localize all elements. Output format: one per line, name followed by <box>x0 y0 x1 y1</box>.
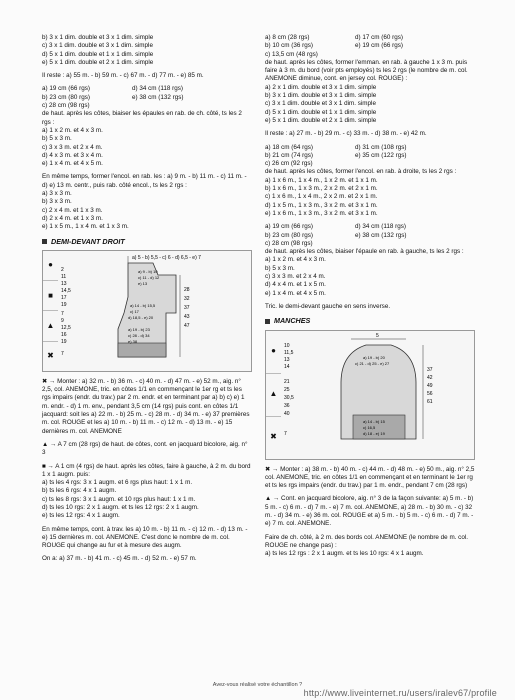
paragraph: En même temps, former l'encol. en rab. les : a) 9 m. - b) 11 m. - c) 11 m. - d) e) 13 m. centr., puis rab. côté encol., ts les 2 rgs : <box>42 173 247 189</box>
text-line: b) 3 x 1 dim. double et 3 x 1 dim. simple <box>42 34 154 41</box>
svg-text:d) 18,5 - e) 20: d) 18,5 - e) 20 <box>128 314 154 320</box>
square-bullet-icon <box>42 239 47 244</box>
page-footer: Avez-vous réalisé votre échantillon ? <box>212 682 303 688</box>
cross-icon: ✖ <box>270 432 277 442</box>
size-cell: c) 26 cm (92 rgs) <box>265 160 313 168</box>
list-item: c) ts les 8 rgs: 3 x 1 augm. et 10 rgs plus haut: 1 x 1 m. <box>42 495 196 503</box>
size-cell: a) 19 cm (66 rgs) <box>265 223 313 231</box>
size-cell <box>132 102 232 110</box>
size-cell: d) 31 cm (108 rgs) <box>355 143 407 151</box>
size-cell <box>355 160 455 168</box>
paragraph: de haut. après les côtes, biaiser l'épaule en rab. à gauche, ts les 2 rgs : <box>265 248 464 256</box>
list-item: b) 1 x 6 m., 1 x 3 m., 2 x 2 m. et 2 x 1 m. <box>265 185 378 193</box>
svg-text:16: 16 <box>61 331 67 338</box>
paragraph: Faire de ch. côté, à 2 m. des bords col. ANEMONE (le nombre de m. col. ROUGE ne change pas) : <box>265 533 468 549</box>
size-cell: b) 10 cm (36 rgs) <box>265 42 313 50</box>
svg-text:c) 21 - d) 25 - e) 27: c) 21 - d) 25 - e) 27 <box>355 360 390 366</box>
list-item: b) 3 x 1 dim. double et 3 x 1 dim. simple <box>265 92 377 100</box>
cross-icon: ✖ <box>47 351 54 361</box>
text-line: e) 5 x 1 dim. double et 2 x 1 dim. simple <box>42 58 154 66</box>
svg-text:21: 21 <box>284 378 290 385</box>
svg-text:c) 17: c) 17 <box>130 308 139 314</box>
size-cell: e) 35 cm (122 rgs) <box>355 151 407 159</box>
size-cell: d) 34 cm (118 rgs) <box>132 85 183 93</box>
paragraph: a) ts les 12 rgs : 2 x 1 augm. et ts les 10 rgs: 4 x 1 augm. <box>265 550 424 558</box>
size-table <box>265 223 475 248</box>
diagram-label: a) 5 - b) 5,5 - c) 6 - d) 6,5 - e) 7 <box>132 254 201 261</box>
size-cell: b) 23 cm (80 rgs) <box>42 93 90 101</box>
svg-text:2: 2 <box>61 266 64 273</box>
svg-text:36: 36 <box>284 402 290 409</box>
size-cell: b) 21 cm (74 rgs) <box>265 151 313 159</box>
size-cell: d) 17 cm (60 rgs) <box>355 34 403 41</box>
svg-text:a) 9 - b) 10: a) 9 - b) 10 <box>138 268 158 274</box>
list-item: d) 4 x 3 m. et 3 x 4 m. <box>42 151 103 159</box>
list-item: c) 3 x 1 dim. double et 3 x 1 dim. simple <box>265 100 376 108</box>
list-item: c) 3 x 3 m. et 2 x 4 m. <box>265 273 326 281</box>
size-cell: a) 8 cm (28 rgs) <box>265 34 310 41</box>
list-item: a) ts les 4 rgs: 3 x 1 augm. et 6 rgs plus haut: 1 x 1 m. <box>42 479 193 487</box>
svg-text:17: 17 <box>61 294 67 301</box>
svg-text:11: 11 <box>61 273 67 280</box>
svg-text:a) 14 - b) 15: a) 14 - b) 15 <box>363 418 385 424</box>
paragraph: En même temps, cont. à trav. les a) 10 m. - b) 11 m. - c) 12 m. - d) 13 m. - e) 15 dernières m. col. ANEMONE. C'est donc le nombre de m. col. ROUGE qui change au fur et à mesure des augm. <box>42 525 248 550</box>
list-item: a) 2 x 1 dim. double et 3 x 1 dim. simple <box>265 83 377 91</box>
size-cell: b) 23 cm (80 rgs) <box>265 231 313 239</box>
svg-text:e) 13: e) 13 <box>138 280 148 286</box>
svg-text:14,5: 14,5 <box>61 287 71 294</box>
svg-text:c) 16,5: c) 16,5 <box>363 424 376 430</box>
list-item: d) ts les 10 rgs: 2 x 1 augm. et ts les 12 rgs: 2 x 1 augm. <box>42 503 199 511</box>
svg-text:d) 18 - e) 19: d) 18 - e) 19 <box>363 430 385 436</box>
size-cell: e) 38 cm (132 rgs) <box>132 93 184 101</box>
paragraph: ✖ → Monter : a) 38 m. - b) 40 m. - c) 44 m. - d) 48 m. - e) 50 m., aig. n° 2,5 col. ANEMONE, tric. en côtes 1/1 en commençant et en terminant le 1er rg et ts les rgs impairs (endr. du trav.) par 1 m. endr., pendant 7 cm (28 rgs) <box>265 465 475 490</box>
svg-text:c) 28 - d) 34: c) 28 - d) 34 <box>128 332 150 338</box>
text-line: c) 3 x 1 dim. double et 3 x 1 dim. simple <box>42 42 153 50</box>
size-cell <box>355 51 455 59</box>
paragraph: de haut. après les côtes, biaiser les épaules en rab. de ch. côté, ts les 2 rgs : <box>42 110 242 126</box>
size-cell: a) 19 cm (66 rgs) <box>42 85 90 93</box>
size-table <box>42 85 252 110</box>
list-item: e) 1 x 4 m. et 4 x 5 m. <box>42 160 103 168</box>
size-cell: a) 18 cm (64 rgs) <box>265 143 313 151</box>
size-table <box>265 144 475 169</box>
paragraph: ▲ → Cont. en jacquard bicolore, aig. n° 3 de la façon suivante: a) 5 m. - b) 5 m. - c) 6 m. - d) 7 m. - e) 7 m. col. ANEMONE, a) 28 m. - b) 30 m. - c) 32 m. - d) 34 m. - e) 36 m. col. ROUGE et a) 5 m. - b) 5 m. - c) 6 m. - d) 7 m. - e) 7 m. col. ANEMONE. <box>265 495 474 528</box>
svg-text:19: 19 <box>61 301 67 308</box>
svg-text:13: 13 <box>284 356 290 363</box>
list-item: a) 1 x 2 m. et 4 x 3 m. <box>265 256 326 264</box>
watermark-url[interactable]: http://www.liveinternet.ru/users/iralev67/profile <box>303 688 497 698</box>
list-item: a) 1 x 2 m. et 4 x 3 m. <box>42 126 103 134</box>
svg-text:11,5: 11,5 <box>284 349 294 356</box>
svg-text:e) 38: e) 38 <box>128 338 138 344</box>
svg-text:30,5: 30,5 <box>284 394 294 401</box>
symbol-column <box>43 251 58 371</box>
list-item: c) 3 x 3 m. et 2 x 4 m. <box>42 143 103 151</box>
list-item: e) 1 x 6 m., 1 x 3 m., 3 x 2 m. et 3 x 1 m. <box>265 209 378 217</box>
size-cell: c) 28 cm (98 rgs) <box>265 239 313 247</box>
list-item: c) 1 x 6 m., 1 x 4 m., 2 x 2 m. et 2 x 1 m. <box>265 193 378 201</box>
circle-icon: ● <box>266 331 281 374</box>
list-item: c) 2 x 4 m. et 1 x 3 m. <box>42 206 103 214</box>
front-diagram <box>42 250 252 372</box>
svg-text:40: 40 <box>284 410 290 417</box>
list-item: d) 2 x 4 m. et 1 x 3 m. <box>42 214 103 222</box>
list-item: d) 5 x 1 dim. double et 1 x 1 dim. simple <box>265 108 377 116</box>
front-schematic <box>58 251 253 371</box>
list-item: b) ts les 6 rgs: 4 x 1 augm. <box>42 487 117 495</box>
svg-text:49: 49 <box>427 382 433 389</box>
svg-text:43: 43 <box>184 313 190 320</box>
paragraph: ■ → A 1 cm (4 rgs) de haut. après les côtes, faire à gauche, à 2 m. du bord 1 x 1 augm. puis: <box>42 462 251 478</box>
sleeve-schematic <box>281 331 476 459</box>
svg-text:32: 32 <box>184 295 190 302</box>
size-cell: e) 19 cm (66 rgs) <box>355 42 403 50</box>
svg-text:37: 37 <box>427 366 433 373</box>
paragraph: Tric. le demi-devant gauche en sens inverse. <box>265 302 391 310</box>
list-item: a) 3 x 3 m. <box>42 190 72 198</box>
svg-text:12,5: 12,5 <box>61 324 71 331</box>
list-item: b) 5 x 3 m. <box>42 135 72 143</box>
text-line: Il reste : a) 55 m. - b) 59 m. - c) 67 m. - d) 77 m. - e) 85 m. <box>42 72 204 80</box>
list-item: e) ts les 12 rgs: 4 x 1 augm. <box>42 512 120 520</box>
svg-text:7: 7 <box>284 430 287 437</box>
svg-text:47: 47 <box>184 322 190 329</box>
square-bullet-icon <box>265 319 270 324</box>
list-item: b) 5 x 3 m. <box>265 264 295 272</box>
list-item: e) 1 x 5 m., 1 x 4 m. et 1 x 3 m. <box>42 223 129 231</box>
svg-text:56: 56 <box>427 390 433 397</box>
triangle-icon: ▲ <box>43 311 58 341</box>
circle-icon: ● <box>43 251 58 281</box>
size-cell: e) 38 cm (132 rgs) <box>355 231 407 239</box>
sleeve-diagram <box>265 330 475 460</box>
section-heading: DEMI-DEVANT DROIT <box>42 238 252 246</box>
text-line: Il reste : a) 27 m. - b) 29 m. - c) 33 m. - d) 38 m. - e) 42 m. <box>265 130 427 138</box>
diagram-label: 5 <box>376 332 379 339</box>
size-cell: c) 28 cm (98 rgs) <box>42 102 90 110</box>
svg-text:c) 11 - d) 12: c) 11 - d) 12 <box>138 274 160 280</box>
svg-text:9: 9 <box>61 317 64 324</box>
right-column <box>265 34 475 558</box>
list-item: a) 1 x 6 m., 1 x 4 m., 1 x 2 m. et 1 x 1 m. <box>265 176 378 184</box>
left-column <box>42 34 252 564</box>
svg-text:37: 37 <box>184 304 190 311</box>
list-item: d) 1 x 5 m., 1 x 3 m., 3 x 2 m. et 3 x 1 m. <box>265 201 378 209</box>
list-item: d) 4 x 4 m. et 1 x 5 m. <box>265 281 326 289</box>
svg-text:a) 14 - b) 15,5: a) 14 - b) 15,5 <box>130 302 156 308</box>
paragraph: On a: a) 37 m. - b) 41 m. - c) 45 m. - d) 52 m. - e) 57 m. <box>42 555 197 563</box>
svg-text:25: 25 <box>284 386 290 393</box>
size-cell: d) 34 cm (118 rgs) <box>355 223 406 231</box>
square-icon: ■ <box>43 281 58 311</box>
text-line: d) 5 x 1 dim. double et 1 x 1 dim. simple <box>42 50 154 58</box>
paragraph: de haut. après les côtes, former l'encol. en rab. à droite, ts les 2 rgs : <box>265 168 457 176</box>
list-item: e) 1 x 4 m. et 4 x 5 m. <box>265 289 326 297</box>
svg-text:13: 13 <box>61 280 67 287</box>
size-cell <box>355 240 455 248</box>
paragraph: ▲ → A 7 cm (28 rgs) de haut. de côtes, cont. en jacquard bicolore, aig. n° 3 <box>42 440 248 457</box>
svg-text:7: 7 <box>61 350 64 357</box>
svg-text:14: 14 <box>284 363 290 370</box>
paragraph: ✖ → Monter : a) 32 m. - b) 36 m. - c) 40 m. - d) 47 m. - e) 52 m., aig. n° 2,5, col. ANEMONE, tric. en côtes 1/1 en commençant le 1er rg et ts les rgs impairs (endr. du trav.) par 2 m. endr. et en terminant par a) b) c) e) 1 m. endr. - d) 1 m. env., pendant 3,5 cm (14 rgs) puis cont. en côtes 1/1 jacquard: soit les a) 22 m. - b) 25 m. - c) 28 m. - d) 34 m. - e) 37 premières m. col. ROUGE et les a) 10 m. - b) 11 m. - c) 12 m. - d) 13 m. - e) 15 dernières m. col. ANEMONE <box>42 377 250 435</box>
size-cell: c) 13,5 cm (48 rgs) <box>265 50 318 58</box>
triangle-icon: ▲ <box>266 374 281 417</box>
svg-text:42: 42 <box>427 374 433 381</box>
svg-text:7: 7 <box>61 310 64 317</box>
svg-text:28: 28 <box>184 286 190 293</box>
svg-text:a) 19 - b) 23: a) 19 - b) 23 <box>128 326 150 332</box>
paragraph: de haut. après les côtes, former l'emman. en rab. à gauche 1 x 3 m. puis faire à 3 m. du bord (voir pts employés) ts les 2 rgs (le nombre de m. col. ANEMONE diminue, cont. en jersey col. ROUGE) : <box>265 58 468 83</box>
svg-text:19: 19 <box>61 338 67 345</box>
list-item: b) 3 x 3 m. <box>42 198 72 206</box>
section-heading: MANCHES <box>265 317 475 325</box>
symbol-column <box>266 331 281 459</box>
size-table <box>265 34 475 59</box>
svg-text:a) 19 - b) 20: a) 19 - b) 20 <box>363 354 385 360</box>
svg-text:10: 10 <box>284 342 290 349</box>
list-item: e) 5 x 1 dim. double et 2 x 1 dim. simple <box>265 116 377 124</box>
svg-text:61: 61 <box>427 398 433 405</box>
